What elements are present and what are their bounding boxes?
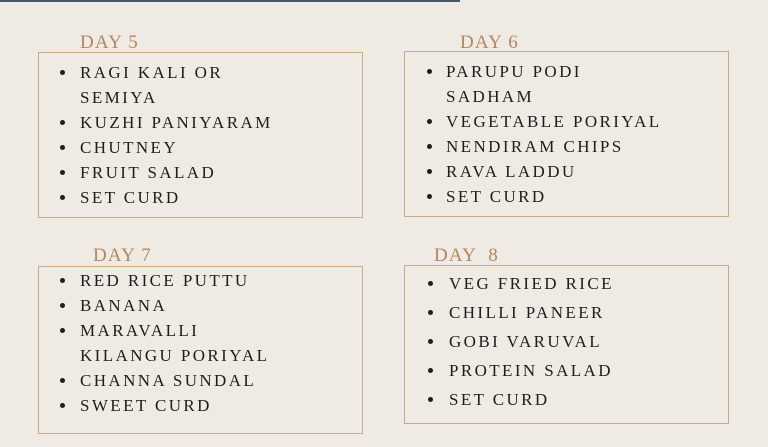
bullet-icon: [428, 339, 433, 344]
day-5-title: DAY 5: [80, 32, 139, 53]
bullet-icon: [60, 170, 65, 175]
bullet-icon: [428, 368, 433, 373]
bullet-icon: [427, 169, 432, 174]
bullet-icon: [60, 195, 65, 200]
bullet-icon: [427, 194, 432, 199]
bullet-icon: [427, 69, 432, 74]
bullet-icon: [60, 120, 65, 125]
day-7-title: DAY 7: [93, 245, 152, 266]
day-6-title: DAY 6: [460, 32, 519, 53]
bullet-icon: [60, 303, 65, 308]
top-divider-line: [0, 0, 460, 2]
bullet-icon: [427, 144, 432, 149]
bullet-icon: [60, 145, 65, 150]
bullet-icon: [60, 403, 65, 408]
bullet-icon: [428, 397, 433, 402]
bullet-icon: [60, 378, 65, 383]
bullet-icon: [428, 281, 433, 286]
bullet-icon: [60, 70, 65, 75]
bullet-icon: [60, 278, 65, 283]
bullet-icon: [428, 310, 433, 315]
bullet-icon: [427, 119, 432, 124]
bullet-icon: [60, 328, 65, 333]
day-8-title: DAY 8: [434, 245, 499, 266]
